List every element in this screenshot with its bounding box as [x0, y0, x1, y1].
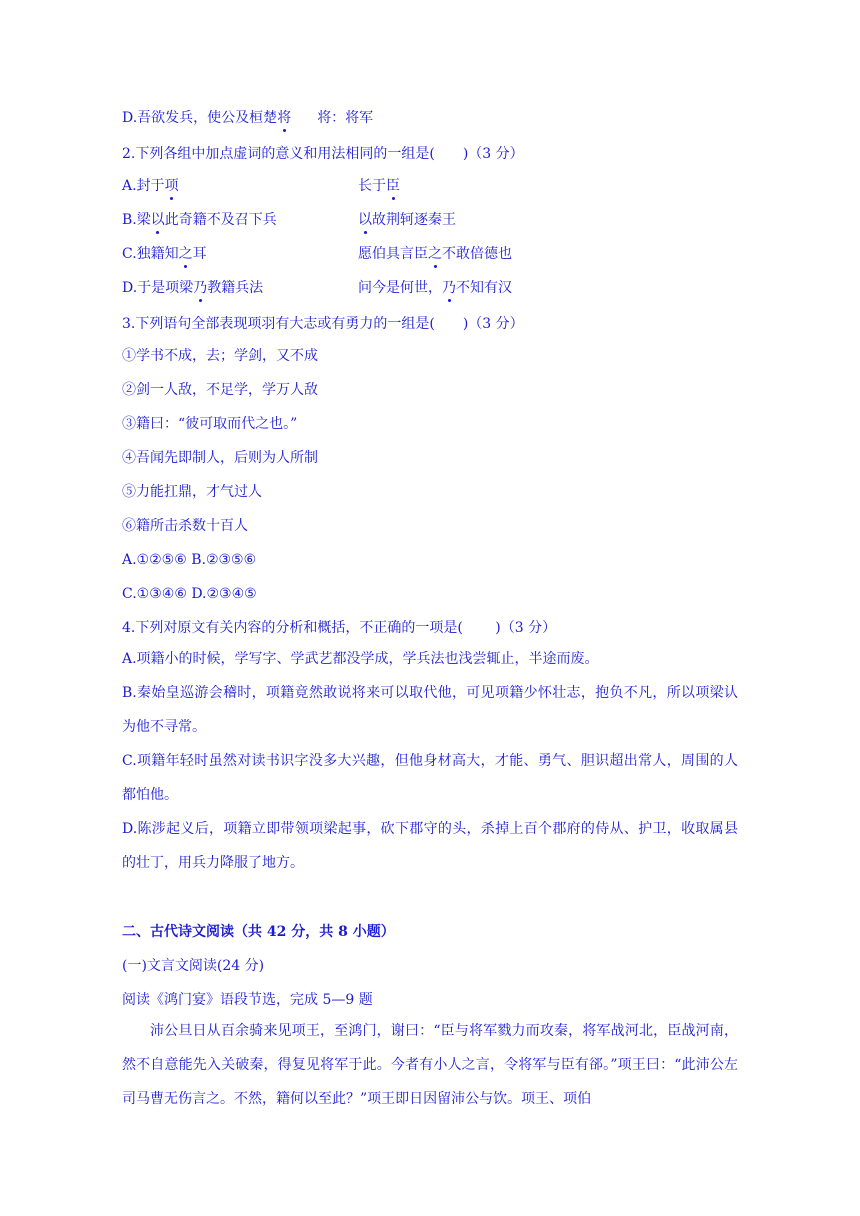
q3-options-ab: A.①②⑤⑥ B.②③⑤⑥ — [122, 552, 257, 568]
q1-option-d — [122, 108, 373, 128]
q3-item: ③籍曰：“彼可取而代之也。” — [122, 416, 298, 432]
q2-d-right-dotted: 乃 — [442, 280, 456, 296]
q2-c-right-rest: 不敢倍德也 — [442, 246, 512, 262]
q1-d-dotted-char: 将 — [277, 110, 292, 126]
q2-c-right-text: 愿伯具言臣 — [358, 246, 428, 262]
q2-option-b-right — [358, 210, 456, 230]
q2-d-right-rest: 不知有汉 — [456, 280, 512, 296]
q4-option-c: C.项籍年轻时虽然对读书识字没多大兴趣，但他身材高大，才能、勇气、胆识超出常人，周围的人都怕他。 — [122, 753, 738, 803]
q3-item: ⑥籍所击杀数十百人 — [122, 518, 248, 534]
q2-d-right-text: 问今是何世， — [358, 280, 442, 296]
q2-option-a-right — [358, 176, 400, 196]
q2-option-b-left — [122, 210, 277, 230]
section2-subheading: (一)文言文阅读(24 分) — [122, 958, 265, 974]
q2-a-left-dotted: 项 — [164, 178, 179, 194]
q3-stem: 3.下列语句全部表现项羽有大志或有勇力的一组是( )（3 分） — [122, 316, 524, 332]
q2-b-left-dotted: 以 — [150, 212, 165, 228]
q4-option-b: B.秦始皇巡游会稽时，项籍竟然敢说将来可以取代他，可见项籍少怀壮志，抱负不凡，所以项梁认为他不寻常。 — [122, 685, 738, 735]
q1-d-text: D.吾欲发兵，使公及桓楚 — [122, 110, 278, 126]
q2-option-d-right — [358, 278, 512, 298]
q2-option-d-left — [122, 278, 263, 298]
q3-item: ⑤力能扛鼎，才气过人 — [122, 484, 262, 500]
q2-c-left-rest: 耳 — [192, 246, 207, 262]
passage-paragraph: 沛公旦日从百余骑来见项王，至鸿门，谢曰：“臣与将军戮力而攻秦，将军战河北，臣战河南，然不自意能先入关破秦，得复见将军于此。今者有小人之言，令将军与臣有郤。”项王曰：“此沛公左司马曹无伤言之。不然，籍何以至此？”项王即日因留沛公与饮。项王、项伯 — [122, 1023, 738, 1107]
q3-item: ④吾闻先即制人，后则为人所制 — [122, 450, 318, 466]
q4-options — [122, 642, 738, 880]
q2-c-left-dotted: 之 — [178, 246, 193, 262]
q2-d-left-dotted: 乃 — [193, 280, 208, 296]
q2-c-left-text: C.独籍知 — [122, 246, 179, 262]
section2-heading: 二、古代诗文阅读（共 42 分，共 8 小题） — [122, 924, 395, 940]
q2-option-a-left — [122, 176, 179, 196]
q2-b-right-rest: 故荆轲逐秦王 — [372, 212, 456, 228]
q3-item: ②剑一人敌，不足学，学万人敌 — [122, 382, 318, 398]
q2-a-right-text: 长于 — [358, 178, 386, 194]
section2-passage — [122, 1014, 738, 1116]
q2-b-right-dotted: 以 — [358, 212, 372, 228]
q2-b-left-rest: 此奇籍不及召下兵 — [164, 212, 277, 228]
q4-option-d: D.陈涉起义后，项籍立即带领项梁起事，砍下郡守的头，杀掉上百个郡府的侍从、护卫，收取属县的壮丁，用兵力降服了地方。 — [122, 821, 738, 871]
q2-b-left-text: B.梁 — [122, 212, 151, 228]
q1-d-gloss: 将：将军 — [317, 110, 374, 126]
q3-options-cd: C.①③④⑥ D.②③④⑤ — [122, 586, 257, 602]
q2-stem: 2.下列各组中加点虚词的意义和用法相同的一组是( )（3 分） — [122, 146, 524, 162]
q3-item: ①学书不成，去；学剑，又不成 — [122, 348, 318, 364]
q2-d-left-rest: 教籍兵法 — [207, 280, 264, 296]
q2-a-left-text: A.封于 — [122, 178, 165, 194]
q2-d-left-text: D.于是项梁 — [122, 280, 194, 296]
section2-instruction: 阅读《鸿门宴》语段节选，完成 5—9 题 — [122, 992, 373, 1008]
q4-option-a: A.项籍小的时候，学写字、学武艺都没学成，学兵法也浅尝辄止，半途而废。 — [122, 651, 599, 667]
q2-c-right-dotted: 之 — [428, 246, 442, 262]
q4-stem: 4.下列对原文有关内容的分析和概括，不正确的一项是( )（3 分） — [122, 620, 557, 636]
q2-option-c-left — [122, 244, 207, 264]
q2-a-right-dotted: 臣 — [386, 178, 400, 194]
q2-option-c-right — [358, 244, 512, 264]
